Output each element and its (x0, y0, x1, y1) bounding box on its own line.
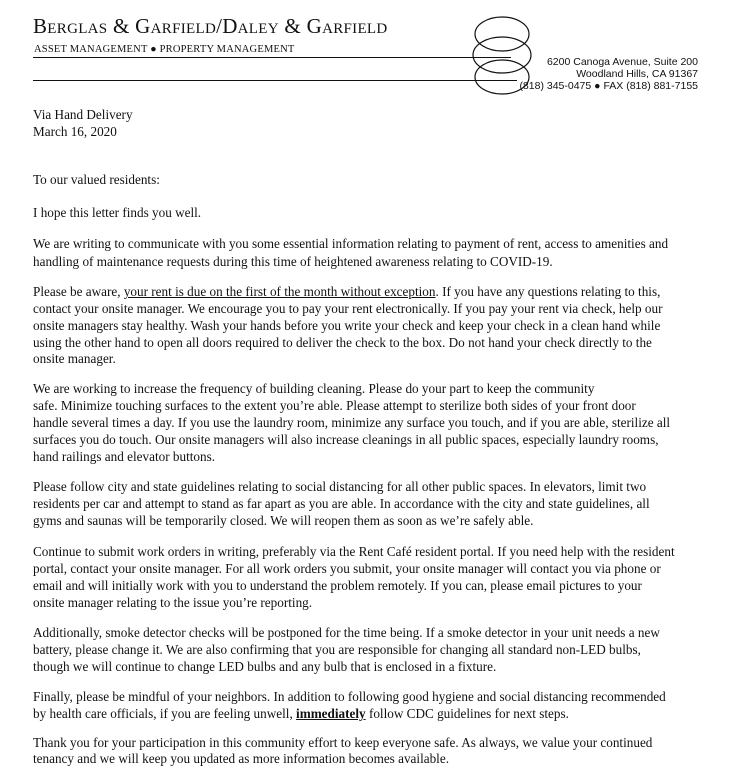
fax-number: FAX (818) 881-7155 (603, 80, 698, 92)
rent-notice-lead: Please be aware, (33, 284, 124, 299)
rent-due-underlined: your rent is due on the first of the month without exception (123, 284, 436, 299)
company-tagline (34, 44, 295, 55)
paragraph-3-line: We are working to increase the frequency of building cleaning. Please do your part to keep the community (33, 381, 595, 396)
address-line-1: 6200 Canoga Avenue, Suite 200 (546, 56, 698, 68)
paragraph-3-line: surfaces you do touch. Our onsite managers will also increase cleanings in all public spaces, especially laundry rooms, (33, 432, 659, 447)
unwell-lead: by health care officials, if you are feeling unwell, (33, 706, 297, 721)
paragraph-3-line: handle several times a day. If you use the laundry room, minimize any surface you touch, and if you are able, sterilize all (33, 415, 671, 430)
paragraph-8-line: Thank you for your participation in this community effort to keep everyone safe. As always, we value your continued (33, 735, 653, 750)
opening-line: I hope this letter finds you well. (33, 205, 202, 220)
address-line-2: Woodland Hills, CA 91367 (576, 68, 698, 80)
delivery-method: Via Hand Delivery (33, 107, 133, 122)
paragraph-3-line: safe. Minimize touching surfaces to the extent you’re able. Please attempt to sterilize both sides of your front door (33, 398, 636, 413)
paragraph-8-line: tenancy and we will keep you updated as more information becomes available. (33, 751, 449, 766)
paragraph-6-line: Additionally, smoke detector checks will be postponed for the time being. If a smoke detector in your unit needs a new (33, 625, 660, 640)
paragraph-5-line: email and will initially work with you to understand the problem remotely. If you can, please email pictures to your (33, 578, 642, 593)
paragraph-5-line: onsite manager relating to the issue you’re reporting. (33, 595, 313, 610)
paragraph-7-line: Finally, please be mindful of your neighbors. In addition to following good hygiene and social distancing recommended (33, 689, 666, 704)
letterhead-rule-top (33, 57, 511, 58)
paragraph-4-line: gyms and saunas will be temporarily closed. We will reopen them as soon as we’re safely able. (33, 513, 534, 528)
tagline-asset-management: ASSET MANAGEMENT (34, 44, 148, 55)
paragraph-1-line: handling of maintenance requests during this time of heightened awareness relating to COVID-19. (33, 254, 553, 269)
tagline-property-management: PROPERTY MANAGEMENT (159, 44, 295, 55)
unwell-tail: follow CDC guidelines for next steps. (365, 706, 569, 721)
bullet-icon: ● (150, 44, 160, 55)
company-address (519, 56, 698, 92)
paragraph-2-line: onsite manager. (33, 351, 116, 366)
paragraph-4-line: residents per car and attempt to stand as far apart as you are able. In accordance with the city and state guidelines, all (33, 496, 650, 511)
paragraph-6-line: battery, please change it. We are also confirming that you are responsible for changing all standard non-LED bulbs, (33, 642, 641, 657)
paragraph-2-line: using the other hand to open all doors required to deliver the check to the box. Do not hand your check directly to the (33, 335, 652, 350)
contact-line (519, 80, 698, 92)
rent-notice-tail: . If you have any questions relating to this, (435, 284, 661, 299)
paragraph-2-line: onsite managers stay healthy. Wash your hands before you write your check and keep your check in a clean hand while (33, 318, 661, 333)
paragraph-6-line: though we will continue to change LED bulbs and any bulb that is enclosed in a fixture. (33, 659, 497, 674)
bullet-icon: ● (594, 80, 604, 92)
letterhead-rule-bottom (33, 80, 517, 81)
paragraph-1-line: We are writing to communicate with you some essential information relating to payment of rent, access to amenities and (33, 236, 669, 251)
immediately-emphasis: immediately (296, 706, 366, 721)
company-name: Berglas & Garfield/Daley & Garfield (33, 14, 388, 38)
phone-number: (818) 345-0475 (519, 80, 592, 92)
paragraph-2-line: contact your onsite manager. We encourage you to pay your rent electronically. If you pay your rent via check, help our (33, 301, 663, 316)
paragraph-2-line (33, 284, 660, 300)
letter-date: March 16, 2020 (33, 124, 117, 139)
paragraph-4-line: Please follow city and state guidelines relating to social distancing for all other public spaces. In elevators, limit two (33, 479, 647, 494)
paragraph-3-line: hand railings and elevator buttons. (33, 449, 216, 464)
paragraph-5-line: Continue to submit work orders in writing, preferably via the Rent Café resident portal. If you need help with the resident (33, 544, 675, 559)
paragraph-5-line: portal, contact your onsite manager. For all work orders you submit, your onsite manager will contact you via phone or (33, 561, 661, 576)
paragraph-7-line (33, 706, 569, 722)
salutation: To our valued residents: (33, 172, 160, 187)
